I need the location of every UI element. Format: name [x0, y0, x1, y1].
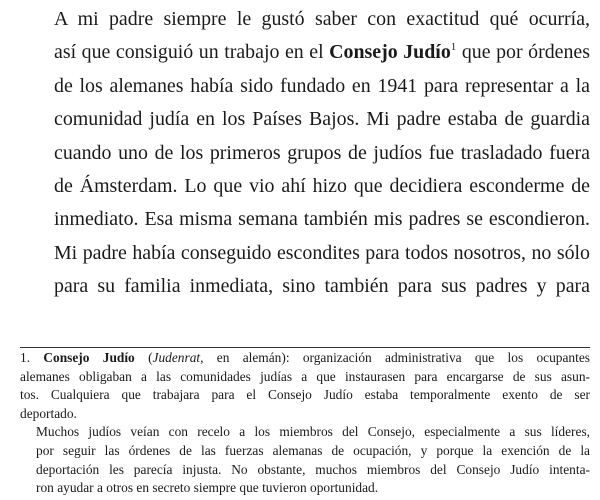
- text-line: Mi padre había conseguido escondites para todos nosotros, no sólo: [54, 241, 590, 264]
- text-line: inmediato. Esa misma semana también mis padres se escondieron.: [54, 208, 590, 231]
- footnote-number: 1.: [20, 350, 31, 365]
- footnote-line: deportación les parecía injusta. No obstante, muchos miembros del Consejo Judío intenta-: [36, 461, 590, 477]
- bold-term: Consejo Judío: [329, 41, 451, 64]
- text-fragment: , en alemán): organización administrativa que los ocupantes: [200, 350, 590, 365]
- footnote-line: por seguir las órdenes de las fuerzas alemanas de ocupación, y porque la exención de la: [36, 442, 590, 458]
- footnote-line: deportado.: [20, 405, 77, 421]
- text-line: de los alemanes había sido fundado en 1941 para representar a la: [54, 74, 590, 97]
- footnote-german-term: Judenrat: [152, 350, 201, 365]
- footnote-line: tos. Cualquiera que trabajara para el Consejo Judío estaba temporalmente exento de ser: [20, 387, 590, 403]
- text-fragment: así que consiguió un trabajo en el: [54, 41, 324, 64]
- footnote-divider: [20, 347, 590, 348]
- footnote-line: ron ayudar a otros en secreto siempre que tuvieron oportunidad.: [36, 480, 379, 496]
- text-line: para su familia inmediata, sino también para sus padres y para: [54, 275, 590, 298]
- text-line: de Ámsterdam. Lo que vio ahí hizo que decidiera esconderme de: [54, 175, 590, 198]
- footnote-term: Consejo Judío: [43, 350, 135, 365]
- main-text: [20, 3, 590, 304]
- main-paragraph: [20, 3, 590, 304]
- footnote-line: [20, 349, 590, 368]
- text-fragment: (: [148, 350, 153, 365]
- text-line: cuando uno de los primeros grupos de judíos fue trasladado fuera: [54, 141, 590, 164]
- footnote-paragraph: [20, 349, 590, 423]
- text-line: comunidad judía en los Países Bajos. Mi padre estaba de guardia: [54, 108, 590, 131]
- footnote-paragraph: [20, 423, 590, 497]
- footnote-line: alemanes obligaban a las comunidades judías a que instaurasen para encargarse de sus asun-: [20, 368, 590, 384]
- text-fragment: que por órdenes: [461, 41, 590, 64]
- footnote: [20, 349, 590, 498]
- text-line: [20, 36, 590, 69]
- footnote-line: Muchos judíos veían con recelo a los miembros del Consejo, especialmente a sus líderes,: [36, 424, 590, 440]
- text-line: A mi padre siempre le gustó saber con exactitud qué ocurría,: [54, 8, 590, 30]
- footnote-reference[interactable]: 1: [450, 41, 457, 54]
